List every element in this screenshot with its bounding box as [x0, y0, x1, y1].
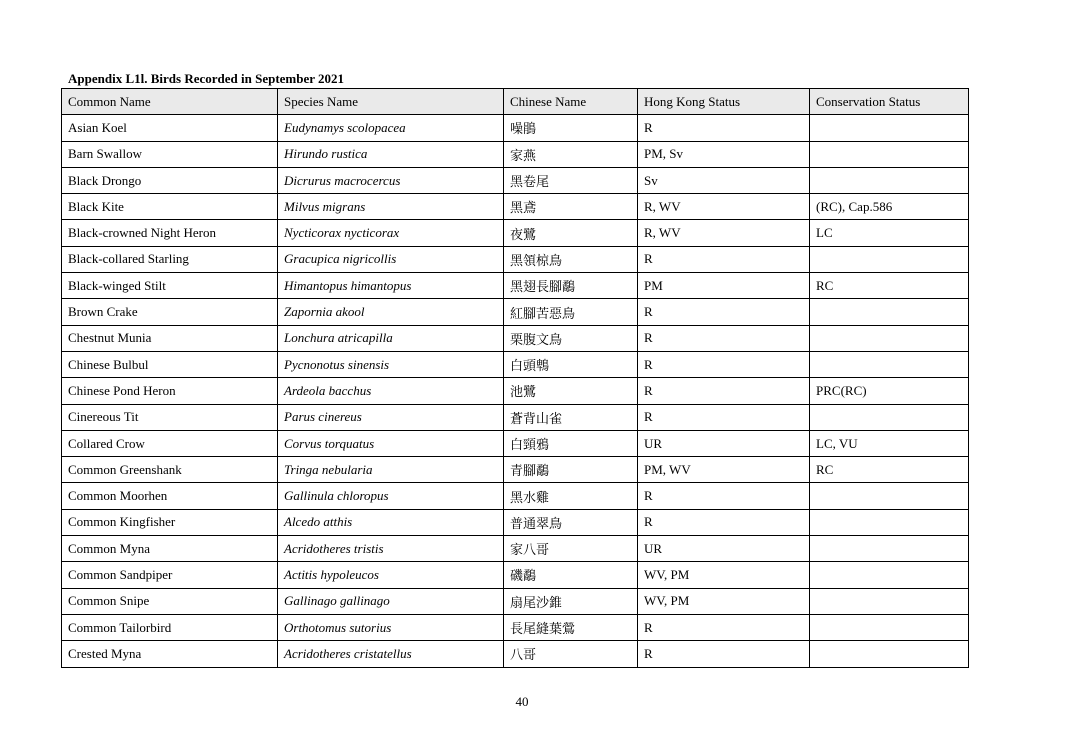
common-name-cell: Common Myna: [62, 536, 278, 562]
common-name-cell: Common Snipe: [62, 588, 278, 614]
conservation-status-cell: [810, 141, 969, 167]
hong-kong-status-cell: R: [638, 509, 810, 535]
species-name-cell: Lonchura atricapilla: [278, 325, 504, 351]
hong-kong-status-cell: R: [638, 483, 810, 509]
table-row: [62, 141, 969, 167]
hong-kong-status-cell: R: [638, 299, 810, 325]
common-name-cell: Black-collared Starling: [62, 246, 278, 272]
hong-kong-status-cell: UR: [638, 430, 810, 456]
table-row: [62, 246, 969, 272]
species-name-cell: Actitis hypoleucos: [278, 562, 504, 588]
conservation-status-cell: (RC), Cap.586: [810, 194, 969, 220]
table-row: [62, 457, 969, 483]
species-name-cell: Milvus migrans: [278, 194, 504, 220]
table-header: [62, 89, 969, 115]
common-name-cell: Collared Crow: [62, 430, 278, 456]
species-name-cell: Acridotheres tristis: [278, 536, 504, 562]
hong-kong-status-cell: R: [638, 641, 810, 667]
conservation-status-cell: RC: [810, 273, 969, 299]
chinese-name-cell: 蒼背山雀: [504, 404, 638, 430]
table-row: [62, 641, 969, 667]
hong-kong-status-cell: WV, PM: [638, 588, 810, 614]
common-name-cell: Common Sandpiper: [62, 562, 278, 588]
hong-kong-status-cell: UR: [638, 536, 810, 562]
hong-kong-status-cell: R: [638, 404, 810, 430]
table-row: [62, 299, 969, 325]
chinese-name-cell: 紅腳苦惡鳥: [504, 299, 638, 325]
chinese-name-cell: 家燕: [504, 141, 638, 167]
common-name-cell: Barn Swallow: [62, 141, 278, 167]
chinese-name-cell: 白頸鴉: [504, 430, 638, 456]
common-name-cell: Common Kingfisher: [62, 509, 278, 535]
conservation-status-cell: [810, 115, 969, 141]
hong-kong-status-cell: R, WV: [638, 194, 810, 220]
chinese-name-cell: 栗腹文鳥: [504, 325, 638, 351]
common-name-cell: Black-winged Stilt: [62, 273, 278, 299]
species-name-cell: Corvus torquatus: [278, 430, 504, 456]
chinese-name-cell: 黑水雞: [504, 483, 638, 509]
header-common-name: Common Name: [62, 89, 278, 115]
chinese-name-cell: 白頭鵯: [504, 351, 638, 377]
species-name-cell: Gracupica nigricollis: [278, 246, 504, 272]
table-row: [62, 194, 969, 220]
species-name-cell: Gallinago gallinago: [278, 588, 504, 614]
table-row: [62, 588, 969, 614]
common-name-cell: Asian Koel: [62, 115, 278, 141]
table-row: [62, 509, 969, 535]
table-row: [62, 562, 969, 588]
species-name-cell: Alcedo atthis: [278, 509, 504, 535]
table-row: [62, 404, 969, 430]
conservation-status-cell: [810, 325, 969, 351]
table-row: [62, 115, 969, 141]
conservation-status-cell: LC: [810, 220, 969, 246]
hong-kong-status-cell: PM, Sv: [638, 141, 810, 167]
hong-kong-status-cell: R, WV: [638, 220, 810, 246]
common-name-cell: Black Drongo: [62, 167, 278, 193]
chinese-name-cell: 家八哥: [504, 536, 638, 562]
hong-kong-status-cell: PM, WV: [638, 457, 810, 483]
table-row: [62, 220, 969, 246]
common-name-cell: Brown Crake: [62, 299, 278, 325]
chinese-name-cell: 黑卷尾: [504, 167, 638, 193]
table-row: [62, 325, 969, 351]
chinese-name-cell: 普通翠鳥: [504, 509, 638, 535]
hong-kong-status-cell: R: [638, 614, 810, 640]
hong-kong-status-cell: R: [638, 351, 810, 377]
species-name-cell: Himantopus himantopus: [278, 273, 504, 299]
species-name-cell: Parus cinereus: [278, 404, 504, 430]
species-name-cell: Nycticorax nycticorax: [278, 220, 504, 246]
table-row: [62, 351, 969, 377]
conservation-status-cell: [810, 562, 969, 588]
header-species-name: Species Name: [278, 89, 504, 115]
hong-kong-status-cell: R: [638, 115, 810, 141]
table-row: [62, 167, 969, 193]
header-hong-kong-status: Hong Kong Status: [638, 89, 810, 115]
conservation-status-cell: [810, 588, 969, 614]
species-name-cell: Hirundo rustica: [278, 141, 504, 167]
chinese-name-cell: 八哥: [504, 641, 638, 667]
chinese-name-cell: 磯鷸: [504, 562, 638, 588]
conservation-status-cell: [810, 299, 969, 325]
conservation-status-cell: [810, 404, 969, 430]
conservation-status-cell: [810, 641, 969, 667]
chinese-name-cell: 黑翅長腳鷸: [504, 273, 638, 299]
species-name-cell: Tringa nebularia: [278, 457, 504, 483]
page-number: 40: [515, 694, 529, 709]
common-name-cell: Black Kite: [62, 194, 278, 220]
common-name-cell: Chinese Bulbul: [62, 351, 278, 377]
species-name-cell: Eudynamys scolopacea: [278, 115, 504, 141]
table-row: [62, 614, 969, 640]
table-row: [62, 536, 969, 562]
table-row: [62, 273, 969, 299]
species-name-cell: Orthotomus sutorius: [278, 614, 504, 640]
chinese-name-cell: 噪鵑: [504, 115, 638, 141]
species-name-cell: Dicrurus macrocercus: [278, 167, 504, 193]
common-name-cell: Chestnut Munia: [62, 325, 278, 351]
table-body: [62, 115, 969, 667]
conservation-status-cell: [810, 246, 969, 272]
header-conservation-status: Conservation Status: [810, 89, 969, 115]
header-chinese-name: Chinese Name: [504, 89, 638, 115]
species-name-cell: Zapornia akool: [278, 299, 504, 325]
common-name-cell: Common Tailorbird: [62, 614, 278, 640]
conservation-status-cell: PRC(RC): [810, 378, 969, 404]
conservation-status-cell: [810, 351, 969, 377]
chinese-name-cell: 黑領椋鳥: [504, 246, 638, 272]
chinese-name-cell: 扇尾沙錐: [504, 588, 638, 614]
species-name-cell: Ardeola bacchus: [278, 378, 504, 404]
common-name-cell: Chinese Pond Heron: [62, 378, 278, 404]
chinese-name-cell: 黑鳶: [504, 194, 638, 220]
common-name-cell: Cinereous Tit: [62, 404, 278, 430]
common-name-cell: Black-crowned Night Heron: [62, 220, 278, 246]
conservation-status-cell: [810, 536, 969, 562]
conservation-status-cell: [810, 509, 969, 535]
chinese-name-cell: 青腳鷸: [504, 457, 638, 483]
species-name-cell: Pycnonotus sinensis: [278, 351, 504, 377]
hong-kong-status-cell: WV, PM: [638, 562, 810, 588]
header-row: [62, 89, 969, 115]
birds-table: [61, 88, 969, 668]
table-caption: Appendix L1l. Birds Recorded in September 2021: [68, 71, 345, 86]
hong-kong-status-cell: R: [638, 378, 810, 404]
hong-kong-status-cell: PM: [638, 273, 810, 299]
table-row: [62, 483, 969, 509]
species-name-cell: Gallinula chloropus: [278, 483, 504, 509]
chinese-name-cell: 池鷺: [504, 378, 638, 404]
conservation-status-cell: [810, 483, 969, 509]
table-row: [62, 430, 969, 456]
conservation-status-cell: LC, VU: [810, 430, 969, 456]
chinese-name-cell: 長尾縫葉鶯: [504, 614, 638, 640]
table-row: [62, 378, 969, 404]
hong-kong-status-cell: R: [638, 246, 810, 272]
common-name-cell: Common Moorhen: [62, 483, 278, 509]
conservation-status-cell: RC: [810, 457, 969, 483]
conservation-status-cell: [810, 614, 969, 640]
chinese-name-cell: 夜鷺: [504, 220, 638, 246]
conservation-status-cell: [810, 167, 969, 193]
common-name-cell: Common Greenshank: [62, 457, 278, 483]
common-name-cell: Crested Myna: [62, 641, 278, 667]
hong-kong-status-cell: Sv: [638, 167, 810, 193]
hong-kong-status-cell: R: [638, 325, 810, 351]
species-name-cell: Acridotheres cristatellus: [278, 641, 504, 667]
